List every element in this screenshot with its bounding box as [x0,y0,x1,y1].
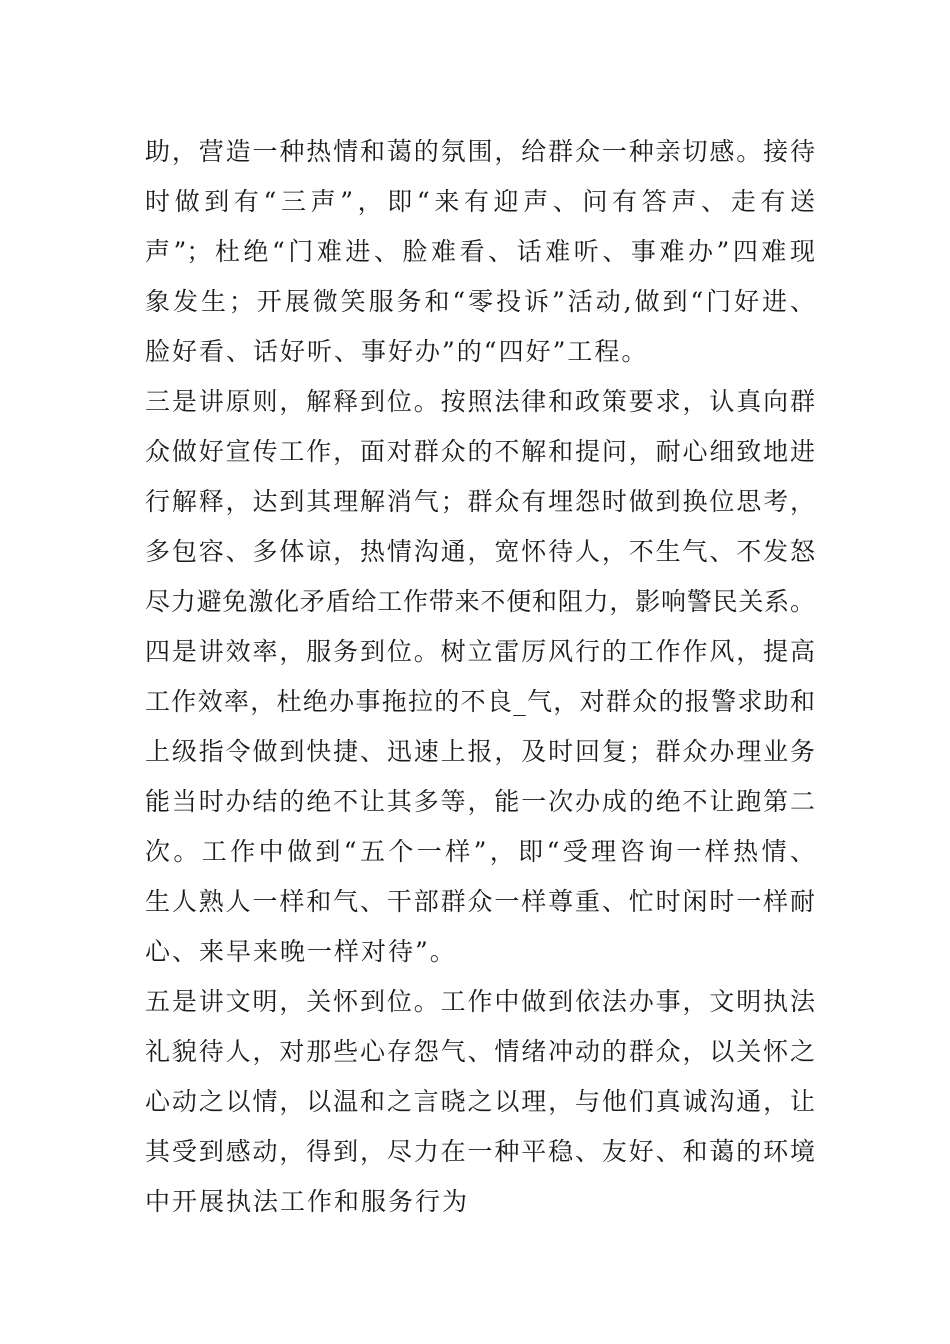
document-body [145,127,815,1227]
text-line: 三是讲原则，解释到位。按照法律和政策要求，认真向群 [145,387,815,416]
text-line: 四是讲效率，服务到位。树立雷厉风行的工作作风，提高 [145,637,815,666]
text-line: 众做好宣传工作，面对群众的不解和提问，耐心细致地进 [145,437,815,466]
text-line: 声”；杜绝“门难进、脸难看、话难听、事难办”四难现 [145,237,815,266]
text-line: 其受到感动，得到，尽力在一种平稳、友好、和蔼的环境 [145,1137,815,1166]
text-line: 心、来早来晚一样对待”。 [145,937,457,966]
text-line: 脸好看、话好听、事好办”的“四好”工程。 [145,337,649,366]
text-line: 多包容、多体谅，热情沟通，宽怀待人，不生气、不发怒 [145,537,815,566]
text-line: 助，营造一种热情和蔼的氛围，给群众一种亲切感。接待 [145,137,815,166]
text-line: 五是讲文明，关怀到位。工作中做到依法办事，文明执法 [145,987,815,1016]
text-line: 象发生；开展微笑服务和“零投诉”活动,做到“门好进、 [145,287,815,316]
text-line: 中开展执法工作和服务行为 [145,1187,470,1216]
text-line: 尽力避免激化矛盾给工作带来不便和阻力，影响警民关系。 [145,587,815,616]
text-line: 能当时办结的绝不让其多等，能一次办成的绝不让跑第二 [145,787,815,816]
text-line: 上级指令做到快捷、迅速上报，及时回复；群众办理业务 [145,737,815,766]
text-line: 礼貌待人，对那些心存怨气、情绪冲动的群众，以关怀之 [145,1037,815,1066]
text-line: 行解释，达到其理解消气；群众有埋怨时做到换位思考， [145,487,815,516]
text-line: 次。工作中做到“五个一样”，即“受理咨询一样热情、 [145,837,815,866]
text-line: 生人熟人一样和气、干部群众一样尊重、忙时闲时一样耐 [145,887,815,916]
text-line: 工作效率，杜绝办事拖拉的不良_气，对群众的报警求助和 [145,687,815,716]
text-line: 时做到有“三声”，即“来有迎声、问有答声、走有送 [145,187,815,216]
text-line: 心动之以情，以温和之言晓之以理，与他们真诚沟通，让 [145,1087,815,1116]
